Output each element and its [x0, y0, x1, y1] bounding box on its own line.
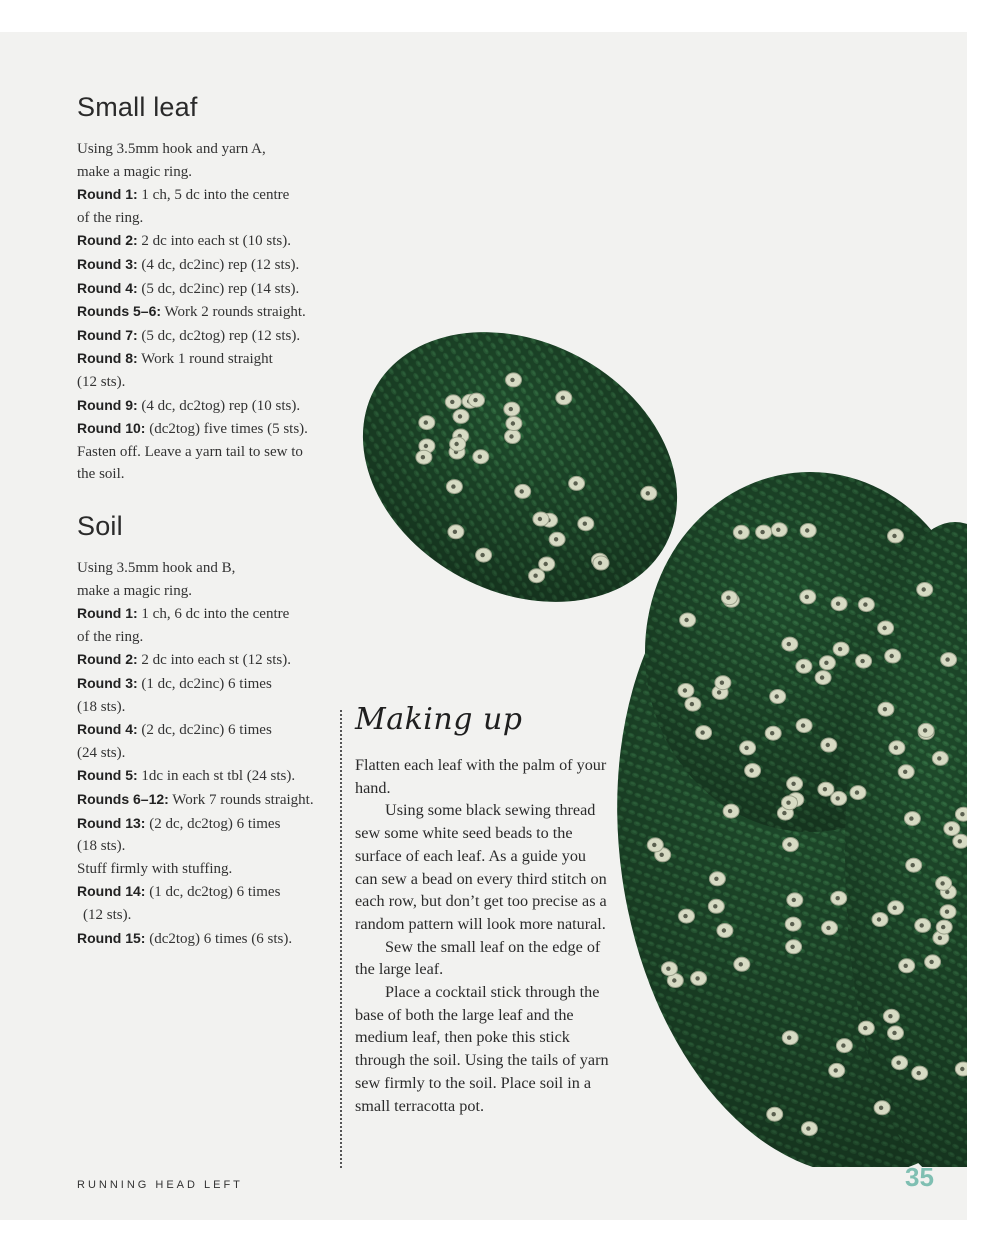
bead-hole [903, 770, 907, 774]
bead-hole [511, 421, 515, 425]
bead-hole [855, 790, 859, 794]
round-label: Round 5: [77, 767, 138, 784]
round-text: 1 ch, 6 dc into the centre [137, 606, 290, 623]
instruction-line [77, 626, 337, 649]
making-up-paragraph: Place a cocktail stick through the base of both the large leaf and the medium leaf, then poke this stick through the soil. Using the tails of yarn sew firmly to the soil. Place soil in a small terracotta pot. [355, 983, 609, 1115]
instruction-line [77, 696, 337, 719]
bead-hole [836, 896, 840, 900]
bead-hole [666, 967, 670, 971]
instruction-line [77, 648, 337, 672]
bead-hole [451, 484, 455, 488]
bead-hole [958, 839, 962, 843]
bead-hole [836, 796, 840, 800]
bead-hole [450, 400, 454, 404]
bead-hole [892, 534, 896, 538]
bead-hole [454, 442, 458, 446]
bead-hole [772, 1112, 776, 1116]
making-up-paragraph: Flatten each leaf with the palm of your hand. [355, 756, 607, 797]
round-label: Rounds 6–12: [77, 790, 169, 807]
round-text: (12 sts). [83, 906, 132, 923]
bead-hole [863, 602, 867, 606]
soil-rounds [77, 602, 337, 950]
bead-hole [841, 1043, 845, 1047]
instruction-line [77, 835, 337, 858]
bead-hole [775, 694, 779, 698]
bead-hole [720, 681, 724, 685]
round-label: Round 13: [77, 814, 146, 831]
making-up-text [355, 754, 610, 1117]
bead-hole [713, 904, 717, 908]
bead-hole [652, 843, 656, 847]
bead-hole [890, 654, 894, 658]
bead-hole [960, 1067, 964, 1071]
round-text: Work 2 rounds straight. [161, 304, 306, 321]
round-text: 2 dc into each st (10 sts). [137, 233, 291, 250]
bead-hole [583, 522, 587, 526]
bead-hole [896, 1061, 900, 1065]
small-leaf-intro-line-2: make a magic ring. [77, 163, 192, 180]
bead-hole [949, 826, 953, 830]
round-text: Work 7 rounds straight. [168, 791, 314, 808]
round-label: Round 2: [77, 232, 138, 249]
bead-hole [646, 491, 650, 495]
small-leaf-outro-line-1: Fasten off. Leave a yarn tail to sew to [77, 443, 303, 460]
round-label: Round 3: [77, 674, 138, 691]
bead-hole [554, 537, 558, 541]
soil-instructions [77, 557, 337, 950]
bead-hole [892, 1031, 896, 1035]
bead-hole [726, 596, 730, 600]
round-text: Stuff firmly with stuffing. [77, 860, 233, 877]
bead-hole [806, 1126, 810, 1130]
round-text: (24 sts). [77, 744, 126, 761]
instruction-line [77, 602, 337, 626]
instruction-line [77, 183, 337, 207]
round-label: Round 9: [77, 396, 138, 413]
bead-hole [458, 414, 462, 418]
instruction-line [77, 207, 337, 230]
bead-hole [805, 595, 809, 599]
bead-hole [717, 690, 721, 694]
bead-hole [826, 743, 830, 747]
instruction-line [77, 812, 337, 836]
round-label: Round 4: [77, 721, 138, 738]
soil-intro-line-1: Using 3.5mm hook and B, [77, 560, 236, 576]
bead-hole [544, 562, 548, 566]
round-text: (5 dc, dc2inc) rep (14 sts). [137, 280, 300, 297]
round-label: Round 7: [77, 326, 138, 343]
bead-hole [894, 746, 898, 750]
bead-hole [684, 618, 688, 622]
bead-hole [787, 842, 791, 846]
round-text: Work 1 round straight [137, 351, 273, 368]
instruction-line [77, 672, 337, 696]
bead-hole [838, 647, 842, 651]
round-label: Round 15: [77, 929, 146, 946]
bead-hole [888, 1014, 892, 1018]
round-text: (4 dc, dc2tog) rep (10 sts). [137, 397, 301, 414]
bead-hole [700, 730, 704, 734]
round-text: (1 dc, dc2inc) 6 times [137, 675, 272, 692]
bead-hole [749, 768, 753, 772]
round-text: (dc2tog) 6 times (6 sts). [145, 930, 293, 947]
bead-hole [424, 444, 428, 448]
bead-hole [520, 489, 524, 493]
instruction-line [77, 764, 337, 788]
round-text: 1dc in each st tbl (24 sts). [137, 768, 296, 785]
instruction-line [77, 324, 337, 348]
page-number: 35 [905, 1162, 934, 1192]
bead-hole [877, 917, 881, 921]
bead-hole [824, 661, 828, 665]
small-leaf-intro-line-1: Using 3.5mm hook and yarn A, [77, 141, 266, 157]
bead-hole [882, 626, 886, 630]
bead-hole [509, 407, 513, 411]
round-text: (4 dc, dc2inc) rep (12 sts). [137, 256, 300, 273]
small-leaf-outro-line-2: the soil. [77, 466, 125, 483]
bead-hole [533, 574, 537, 578]
bead-hole [739, 962, 743, 966]
instruction-line [77, 253, 337, 277]
bead-hole [660, 853, 664, 857]
bead-hole [690, 702, 694, 706]
instruction-line [77, 417, 337, 441]
bead-hole [826, 926, 830, 930]
round-label: Round 4: [77, 279, 138, 296]
bead-hole [960, 812, 964, 816]
bead-hole [911, 863, 915, 867]
instruction-line [77, 718, 337, 742]
bead-hole [790, 945, 794, 949]
round-text: (12 sts). [77, 373, 126, 390]
bead-hole [509, 434, 513, 438]
instruction-line [77, 371, 337, 394]
bead-hole [714, 877, 718, 881]
instruction-line [77, 300, 337, 324]
small-leaf-rounds [77, 183, 337, 441]
round-label: Round 10: [77, 420, 146, 437]
bead-hole [791, 782, 795, 786]
bead-hole [561, 396, 565, 400]
round-label: Round 2: [77, 651, 138, 668]
bead-hole [453, 530, 457, 534]
making-up-heading: Making up [355, 702, 523, 737]
bead-hole [883, 707, 887, 711]
round-text: (2 dc, dc2tog) 6 times [145, 815, 281, 832]
instruction-line [77, 880, 337, 904]
soil-intro-line-2: make a magic ring. [77, 582, 192, 599]
bead-hole [904, 964, 908, 968]
bead-hole [801, 723, 805, 727]
bead-hole [909, 816, 913, 820]
bead-hole [820, 675, 824, 679]
bead-hole [510, 378, 514, 382]
bead-hole [672, 978, 676, 982]
round-text: of the ring. [77, 209, 144, 226]
bead-hole [770, 731, 774, 735]
soil-heading: Soil [77, 511, 123, 541]
bead-hole [805, 528, 809, 532]
round-label: Round 1: [77, 605, 138, 622]
bead-hole [598, 561, 602, 565]
bead-hole [473, 398, 477, 402]
dotted-divider [340, 710, 342, 1168]
round-label: Round 8: [77, 350, 138, 367]
instruction-line [77, 904, 337, 927]
bead-hole [834, 1068, 838, 1072]
making-up-paragraph: Sew the small leaf on the edge of the large leaf. [355, 937, 601, 979]
bead-hole [917, 1071, 921, 1075]
bead-hole [893, 906, 897, 910]
bead-hole [744, 746, 748, 750]
round-text: 2 dc into each st (12 sts). [137, 652, 291, 669]
bead-hole [787, 1036, 791, 1040]
bead-hole [860, 659, 864, 663]
bead-hole [938, 936, 942, 940]
instruction-line [77, 788, 337, 812]
bead-hole [695, 976, 699, 980]
book-page [0, 32, 967, 1220]
instruction-line [77, 394, 337, 418]
bead-hole [480, 553, 484, 557]
bead-hole [945, 657, 949, 661]
bead-hole [722, 928, 726, 932]
bead-hole [683, 914, 687, 918]
round-label: Round 14: [77, 883, 146, 900]
bead-hole [923, 728, 927, 732]
bead-hole [728, 809, 732, 813]
bead-hole [945, 910, 949, 914]
round-label: Round 3: [77, 255, 138, 272]
round-text: (5 dc, dc2tog) rep (12 sts). [137, 327, 301, 344]
bead-hole [790, 922, 794, 926]
round-text: (1 dc, dc2tog) 6 times [145, 884, 281, 901]
round-text: (dc2tog) five times (5 sts). [145, 421, 308, 438]
bead-hole [738, 530, 742, 534]
bead-hole [801, 664, 805, 668]
bead-hole [573, 481, 577, 485]
bead-hole [787, 642, 791, 646]
bead-hole [786, 801, 790, 805]
bead-hole [941, 925, 945, 929]
bead-hole [760, 530, 764, 534]
round-label: Round 1: [77, 186, 138, 203]
round-text: (18 sts). [77, 838, 126, 855]
bead-hole [879, 1106, 883, 1110]
bead-hole [776, 528, 780, 532]
small-leaf-instructions [77, 138, 337, 486]
round-text: 1 ch, 5 dc into the centre [137, 187, 290, 204]
instruction-line [77, 858, 337, 881]
instruction-line [77, 927, 337, 951]
instruction-line [77, 229, 337, 253]
bead-hole [424, 420, 428, 424]
bead-hole [922, 587, 926, 591]
bead-hole [478, 455, 482, 459]
running-head: RUNNING HEAD LEFT [77, 1179, 243, 1191]
bead-hole [782, 811, 786, 815]
round-text: of the ring. [77, 628, 144, 645]
bead-hole [920, 923, 924, 927]
bead-hole [940, 881, 944, 885]
bead-hole [863, 1026, 867, 1030]
small-leaf-heading: Small leaf [77, 92, 198, 122]
making-up-paragraph: Using some black sewing thread sew some white seed beads to the surface of each leaf. As a guide you can sew a bead on every third stitch on each row, but don’t get too precise as a random pattern will look more natural. [355, 801, 607, 933]
round-text: (2 dc, dc2inc) 6 times [137, 722, 272, 739]
bead-hole [538, 517, 542, 521]
bead-hole [937, 756, 941, 760]
bead-hole [792, 898, 796, 902]
bead-hole [421, 455, 425, 459]
instruction-line [77, 277, 337, 301]
bead-hole [836, 602, 840, 606]
bead-hole [823, 787, 827, 791]
round-text: (18 sts). [77, 698, 126, 715]
round-label: Rounds 5–6: [77, 303, 162, 320]
bead-hole [683, 688, 687, 692]
bead-hole [929, 960, 933, 964]
instruction-line [77, 742, 337, 765]
instruction-line [77, 347, 337, 371]
